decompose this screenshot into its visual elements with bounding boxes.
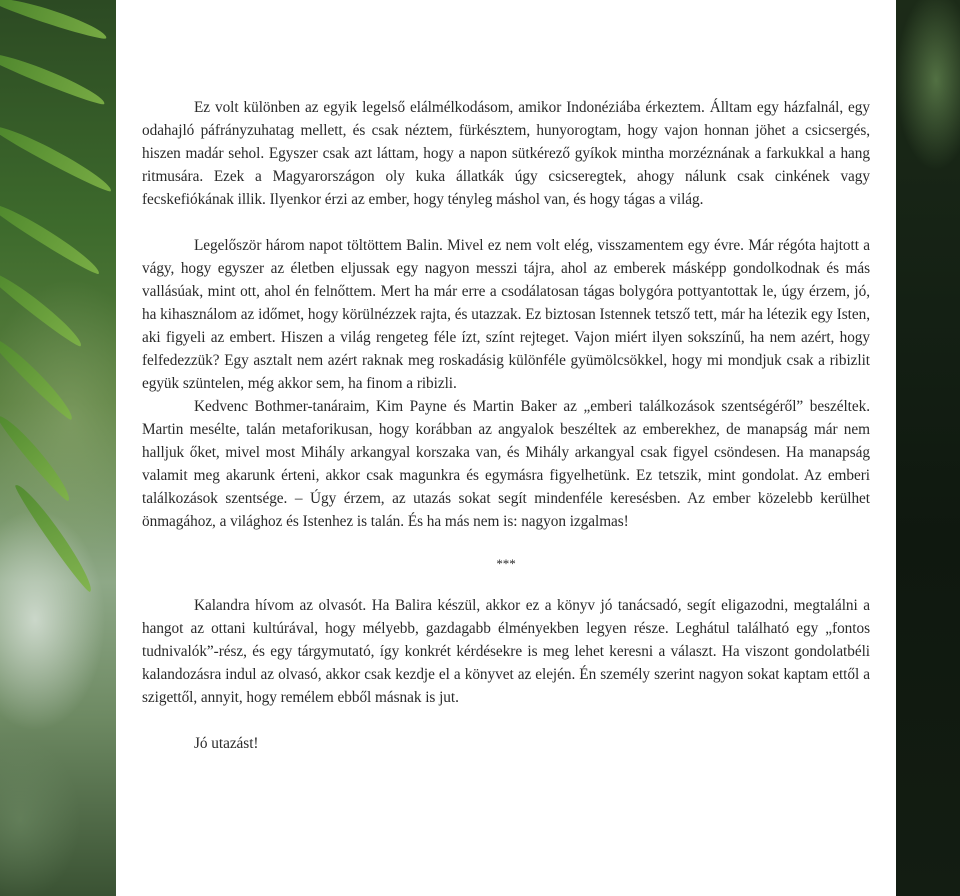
paragraph: Kalandra hívom az olvasót. Ha Balira készül, akkor ez a könyv jó tanácsadó, segít eligazodni, megtalálni a hangot az ottani kultúrával, hogy mélyebb, gazdagabb élményekben legyen része. Leghátul található egy „fontos tudnivalók”-rész, és egy tárgymutató, így konkrét kérdésekre is meg lehet keresni a választ. Ha viszont gondolatbéli kalandozásra indul az olvasó, akkor csak kezdje el a könyvet az elején. Én személy szerint nagyon sokat kaptam ettől a szigettől, annyit, hogy remélem ebből másnak is jut. [142,597,870,706]
fern-leaf [0,0,109,42]
fern-leaf [12,480,98,595]
page-text [142,96,870,755]
paragraph: Kedvenc Bothmer-tanáraim, Kim Payne és Martin Baker az „emberi találkozások szentségéről” beszéltek. Martin mesélte, talán metaforikusan, hogy korábban az angyalok beszéltek az emberekhez, de manapság már nem halljuk őket, mivel most Mihály arkangyal korszaka van, és Mihály arkangyal csak figyel csöndesen. Ha manapság valamit meg akarunk érteni, akkor csak magunkra és egymásra figyelhetünk. Ez tetszik, mint gondolat. Az emberi találkozások szentsége. – Úgy érzem, az utazás sokat segít mindenféle keresésben. Az ember közelebb kerülhet önmagához, a világhoz és Istenhez is talán. És ha más nem is: nagyon izgalmas! [142,398,870,530]
section-separator: *** [496,556,516,571]
fern-leaf [0,265,87,350]
book-page [116,0,896,896]
paragraph: Legelőször három napot töltöttem Balin. Mivel ez nem volt elég, visszamentem egy évre. Már régóta hajtott a vágy, hogy egyszer az életben eljussak egy nagyon messzi tájra, ahol az emberek másképp gondolkodnak és más vallásúak, mint ott, ahol én felnőttem. Mert ha már erre a csodálatosan tágas bolygóra pottyantottak le, úgy érzem, jó, ha kihasználom az időmet, hogy körülnézzek rajta, és utazzak. Ez biztosan Istennek tetsző tett, már ha létezik egy Isten, aki figyeli az embert. Hiszen a világ rengeteg féle ízt, színt rejteget. Vajon miért ilyen sokszínű, ha nem azért, hogy felfedezzük? Egy asztalt nem azért raknak meg roskadásig különféle gyümölcsökkel, hogy mi mondjuk csak a ribizlit együk szüntelen, még akkor sem, ha finom a ribizli. [142,237,870,392]
fern-leaf [0,197,104,278]
closing-line: Jó utazást! [194,735,259,752]
fern-leaf [0,331,78,422]
fern-leaf [0,119,115,195]
fern-background-left [0,0,116,896]
foliage-background-right [896,0,960,896]
fern-leaf [0,46,108,108]
fern-leaf [0,410,76,503]
paragraph: Ez volt különben az egyik legelső elálmélkodásom, amikor Indonéziába érkeztem. Álltam egy házfalnál, egy odahajló páfrányzuhatag mellett, és csak néztem, fürkésztem, hunyorogtam, hogy vajon honnan jöhet a csicsergés, hiszen madár sehol. Egyszer csak azt láttam, hogy a napon sütkérező gyíkok mintha morzéznának a farkukkal a hang ritmusára. Ezek a Magyarországon oly kuka állatkák úgy csicseregtek, ahogy nálunk csak cinkének vagy fecskefiókának illik. Ilyenkor érzi az ember, hogy tényleg máshol van, és hogy tágas a világ. [142,99,870,208]
